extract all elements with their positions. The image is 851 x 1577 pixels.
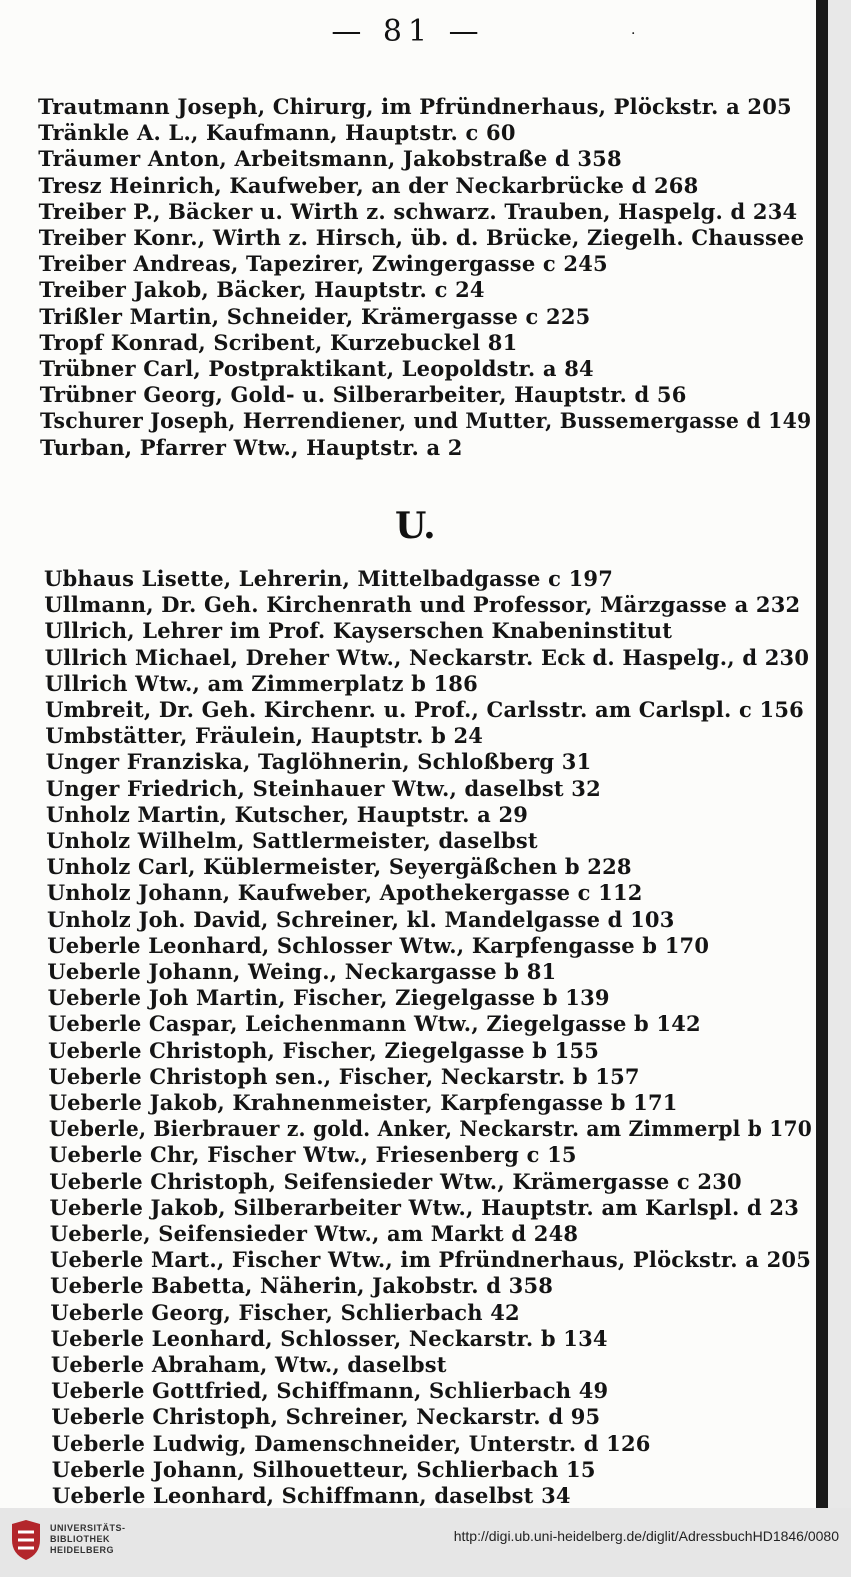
- directory-entry: Unholz Joh. David, Schreiner, kl. Mandelgasse d 103: [46, 906, 675, 932]
- directory-entry: Unger Friedrich, Steinhauer Wtw., daselbst 32: [45, 775, 601, 801]
- directory-entry: Unger Franziska, Taglöhnerin, Schloßberg 31: [45, 749, 592, 775]
- library-logo-text: [50, 1523, 126, 1556]
- directory-entry: Treiber P., Bäcker u. Wirth z. schwarz. Trauben, Haspelg. d 234: [38, 198, 798, 224]
- directory-entry: Ueberle Joh Martin, Fischer, Ziegelgasse b 139: [47, 985, 610, 1011]
- directory-entry: Turban, Pfarrer Wtw., Hauptstr. a 2: [40, 434, 463, 460]
- directory-entry: Ueberle Georg, Fischer, Schlierbach 42: [50, 1299, 520, 1325]
- directory-entry: Unholz Carl, Küblermeister, Seyergäßchen b 228: [46, 854, 632, 880]
- directory-entry: Ueberle Jakob, Silberarbeiter Wtw., Hauptstr. am Karlspl. d 23: [49, 1194, 800, 1220]
- directory-entry: Ullrich Wtw., am Zimmerplatz b 186: [44, 670, 478, 696]
- directory-entry: Ueberle Leonhard, Schiffmann, daselbst 34: [52, 1483, 571, 1508]
- directory-entry: Ueberle Caspar, Leichenmann Wtw., Ziegelgasse b 142: [47, 1011, 701, 1037]
- footer-bar: [0, 1508, 851, 1577]
- directory-entry: Treiber Jakob, Bäcker, Hauptstr. c 24: [39, 277, 485, 303]
- directory-entry: Treiber Konr., Wirth z. Hirsch, üb. d. Brücke, Ziegelh. Chaussee: [38, 225, 805, 250]
- library-logo-icon: [8, 1518, 44, 1562]
- directory-entry: Ueberle Johann, Silhouetteur, Schlierbach 15: [51, 1456, 596, 1482]
- book-edge-margin: [828, 0, 851, 1508]
- directory-entry: Ueberle Chr, Fischer Wtw., Friesenberg c 15: [49, 1142, 577, 1168]
- directory-entry: Ueberle Mart., Fischer Wtw., im Pfründnerhaus, Plöckstr. a 205: [49, 1247, 812, 1273]
- directory-entry: Unholz Johann, Kaufweber, Apothekergasse c 112: [46, 880, 643, 906]
- section-heading-u: U.: [395, 505, 436, 547]
- directory-entry: Träumer Anton, Arbeitsmann, Jakobstraße d 358: [38, 146, 622, 172]
- directory-entry: Ueberle Gottfried, Schiffmann, Schlierbach 49: [51, 1378, 609, 1404]
- directory-entry: Ueberle Christoph sen., Fischer, Neckarstr. b 157: [48, 1063, 640, 1089]
- directory-entry: Trautmann Joseph, Chirurg, im Pfründnerhaus, Plöckstr. a 205: [38, 94, 792, 119]
- directory-entry: Treiber Andreas, Tapezirer, Zwingergasse c 245: [38, 251, 608, 277]
- directory-entry: Tresz Heinrich, Kaufweber, an der Neckarbrücke d 268: [38, 172, 699, 198]
- page-number: — 81 —: [331, 14, 485, 49]
- logo-line-1: UNIVERSITÄTS-: [50, 1523, 126, 1533]
- directory-entry: Ubhaus Lisette, Lehrerin, Mittelbadgasse c 197: [44, 566, 614, 591]
- directory-entry: Tschurer Joseph, Herrendiener, und Mutter, Bussemergasse d 149: [39, 408, 812, 434]
- directory-entry: Ueberle Jakob, Krahnenmeister, Karpfengasse b 171: [48, 1090, 678, 1115]
- logo-line-2: BIBLIOTHEK: [50, 1534, 110, 1544]
- directory-entry: Ueberle Christoph, Fischer, Ziegelgasse b 155: [48, 1037, 600, 1063]
- directory-entry: Unholz Wilhelm, Sattlermeister, daselbst: [46, 828, 538, 853]
- directory-entry: Ueberle, Seifensieder Wtw., am Markt d 248: [49, 1221, 579, 1246]
- directory-entry: Ullmann, Dr. Geh. Kirchenrath und Professor, Märzgasse a 232: [44, 592, 801, 618]
- directory-entry: Tränkle A. L., Kaufmann, Hauptstr. c 60: [38, 120, 516, 146]
- directory-entry: Ueberle Christoph, Seifensieder Wtw., Krämergasse c 230: [49, 1168, 742, 1194]
- page-header: [0, 14, 816, 64]
- directory-entry: Ueberle Ludwig, Damenschneider, Unterstr. d 126: [51, 1430, 651, 1456]
- source-url-link[interactable]: http://digi.ub.uni-heidelberg.de/diglit/AdressbuchHD1846/0080: [453, 1528, 839, 1544]
- directory-entry: Umbstätter, Fräulein, Hauptstr. b 24: [45, 723, 484, 749]
- header-mark: ·: [631, 26, 642, 42]
- directory-entry: Ueberle, Bierbrauer z. gold. Anker, Neckarstr. am Zimmerpl b 170: [48, 1116, 812, 1142]
- directory-entry: Ullrich Michael, Dreher Wtw., Neckarstr. Eck d. Haspelg., d 230: [44, 644, 810, 670]
- directory-entry: Ueberle Abraham, Wtw., daselbst: [50, 1352, 447, 1377]
- directory-entry: Trißler Martin, Schneider, Krämergasse c 225: [39, 303, 591, 329]
- directory-entry: Ueberle Babetta, Näherin, Jakobstr. d 358: [50, 1273, 554, 1299]
- logo-line-3: HEIDELBERG: [50, 1545, 115, 1555]
- directory-entry: Ueberle Christoph, Schreiner, Neckarstr. d 95: [51, 1404, 601, 1430]
- directory-entry: Umbreit, Dr. Geh. Kirchenr. u. Prof., Carlsstr. am Carlspl. c 156: [45, 697, 804, 722]
- directory-entry: Ueberle Johann, Weing., Neckargasse b 81: [47, 959, 557, 984]
- directory-entry: Trübner Georg, Gold- u. Silberarbeiter, Hauptstr. d 56: [39, 382, 687, 408]
- directory-entry: Tropf Konrad, Scribent, Kurzebuckel 81: [39, 329, 518, 355]
- directory-entry: Ueberle Leonhard, Schlosser Wtw., Karpfengasse b 170: [47, 932, 710, 958]
- directory-entry: Unholz Martin, Kutscher, Hauptstr. a 29: [46, 801, 529, 827]
- directory-entry: Ueberle Leonhard, Schlosser, Neckarstr. b 134: [50, 1325, 608, 1351]
- directory-entry: Ullrich, Lehrer im Prof. Kayserschen Knabeninstitut: [44, 618, 673, 644]
- directory-entry: Trübner Carl, Postpraktikant, Leopoldstr. a 84: [39, 356, 594, 381]
